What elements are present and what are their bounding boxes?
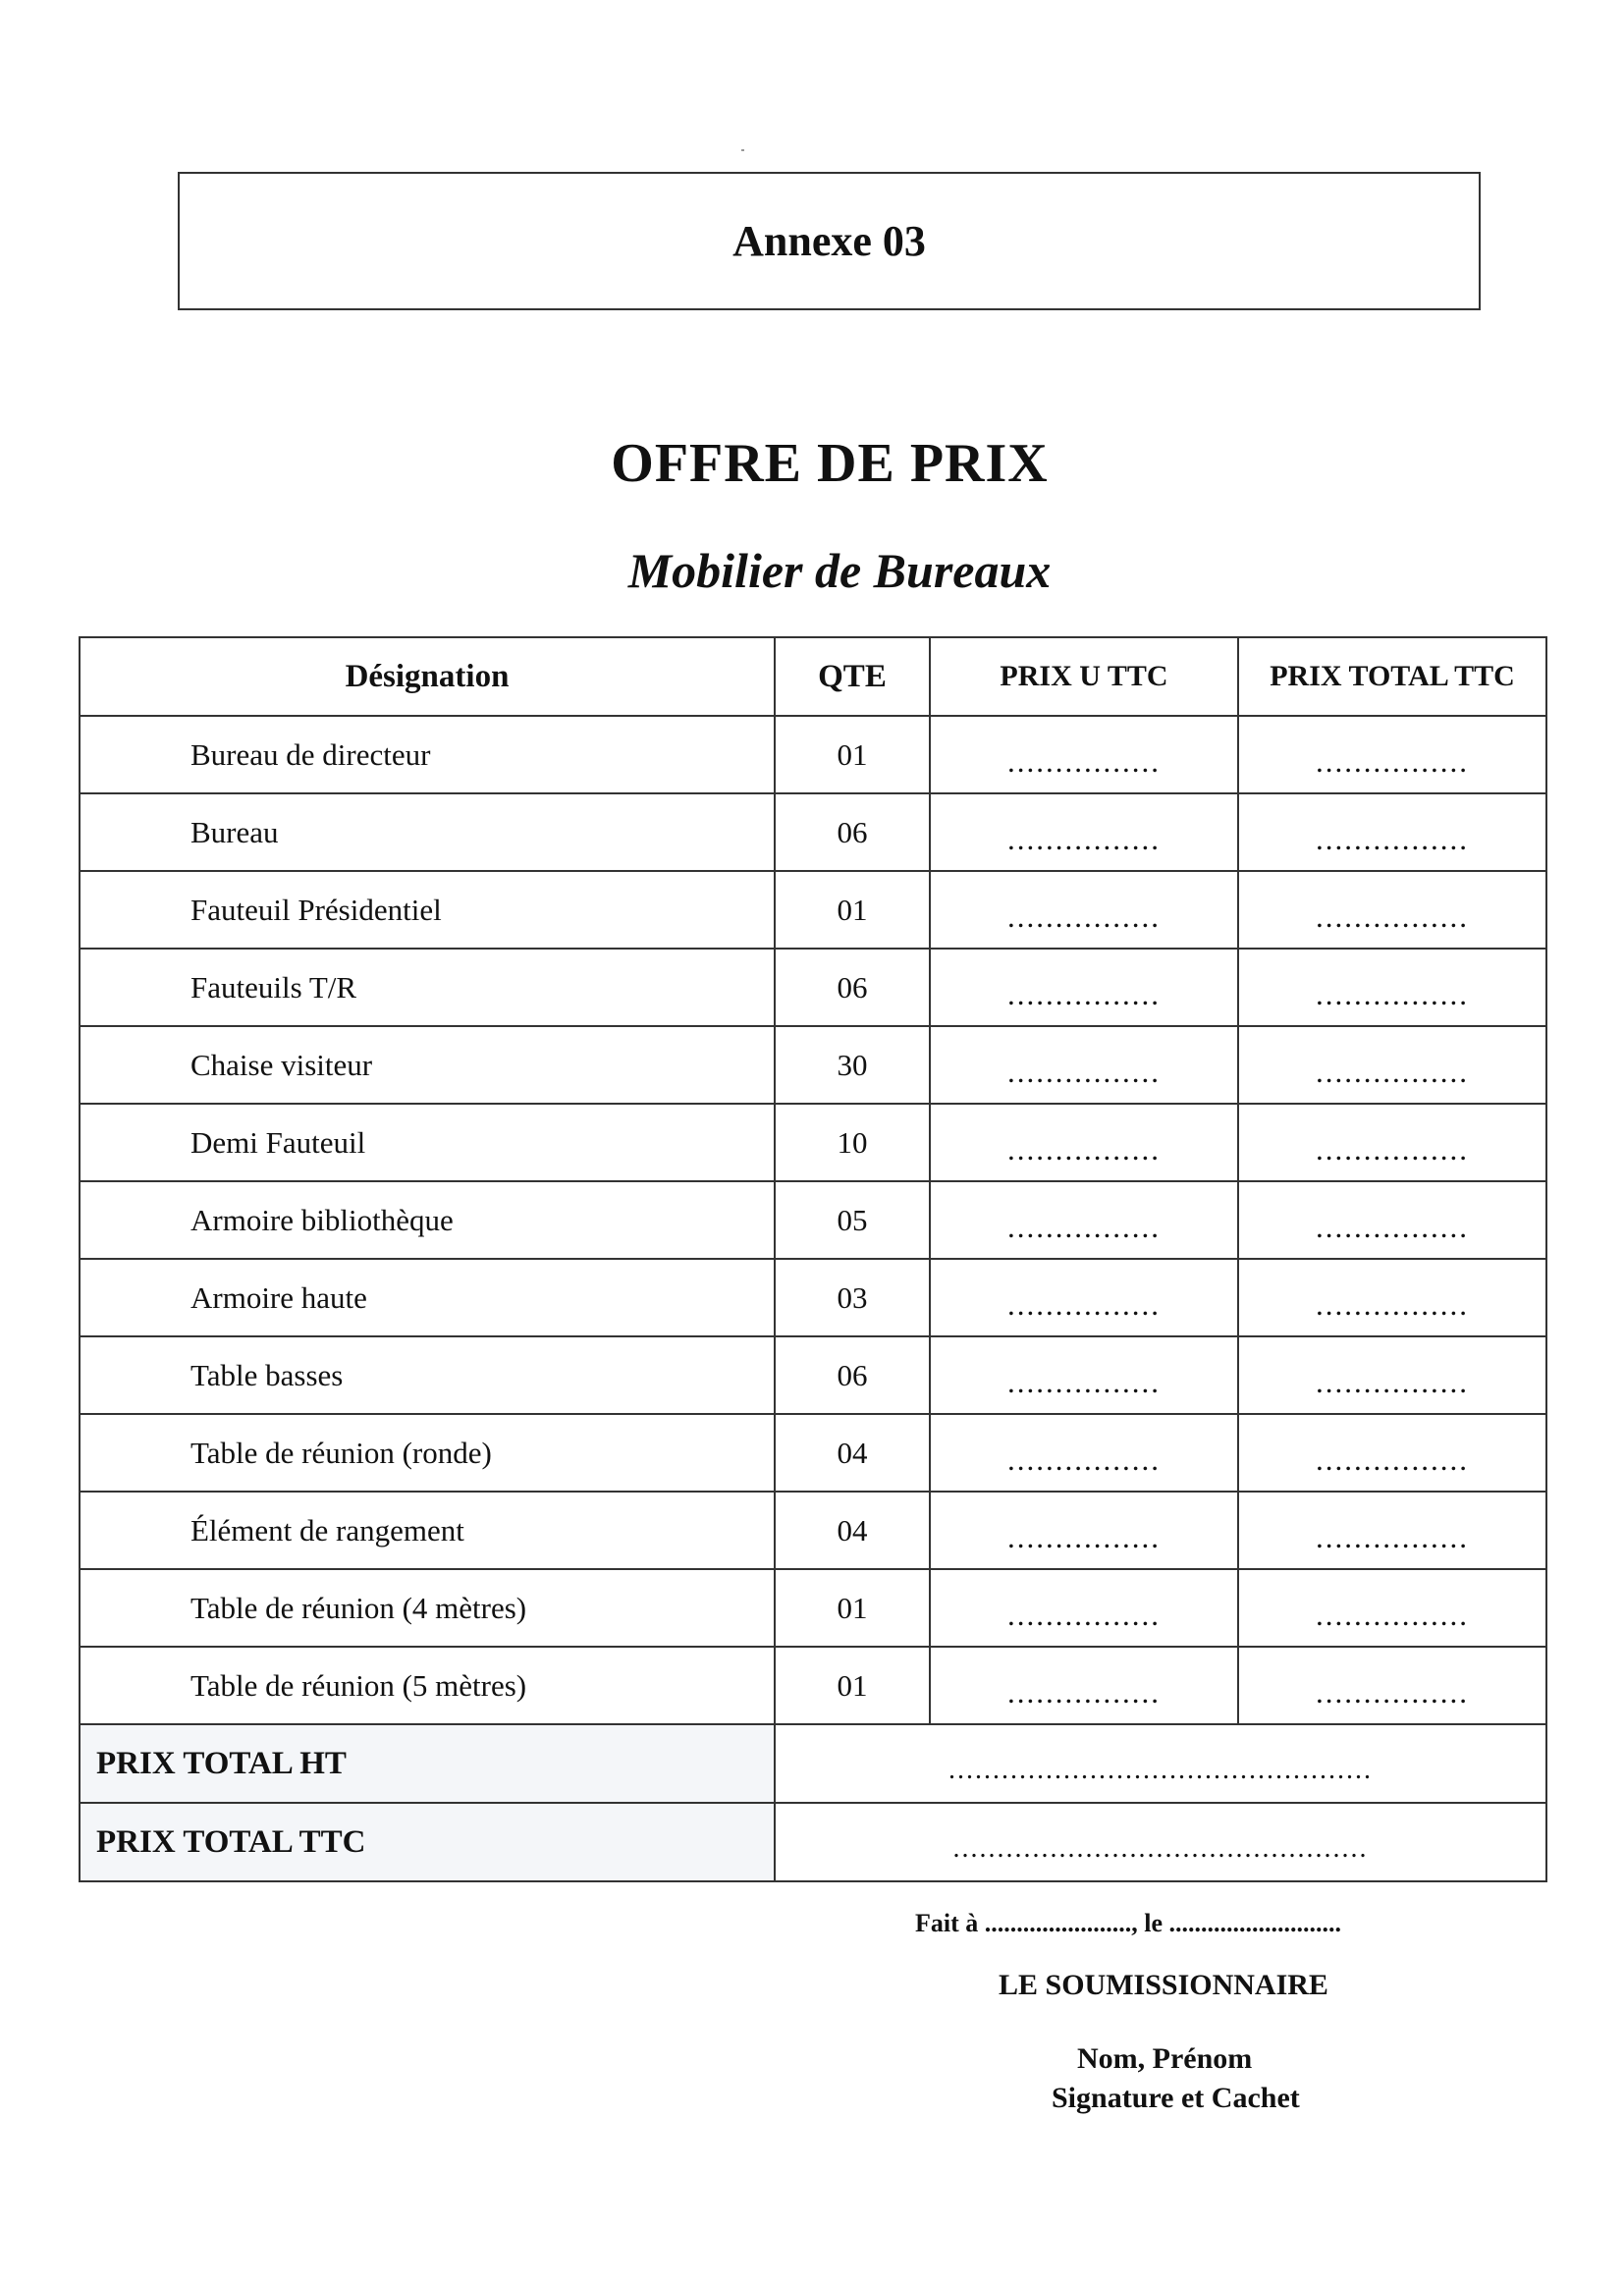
table-row [80,1414,1546,1492]
cell-designation: Fauteuil Présidentiel [80,871,775,949]
total-row [80,1724,1546,1803]
cell-prix-u: ................ [930,793,1238,871]
table-row [80,1647,1546,1724]
cell-designation: Armoire haute [80,1259,775,1336]
table-header-row [80,637,1546,716]
annexe-title: Annexe 03 [732,217,926,265]
nom-prenom-label: Nom, Prénom [1077,2042,1253,2075]
cell-designation: Table basses [80,1336,775,1414]
table-row [80,1259,1546,1336]
cell-prix-u: ................ [930,1181,1238,1259]
total-value: ............................................... [775,1803,1546,1881]
cell-prix-u: ................ [930,1569,1238,1647]
cell-prix-u: ................ [930,1026,1238,1104]
cell-designation: Table de réunion (4 mètres) [80,1569,775,1647]
soumissionnaire-label: LE SOUMISSIONNAIRE [999,1969,1328,2001]
cell-prix-u: ................ [930,1647,1238,1724]
cell-prix-total: ................ [1238,1414,1546,1492]
table-row [80,793,1546,871]
cell-designation: Bureau de directeur [80,716,775,793]
total-value: ................................................ [775,1724,1546,1803]
cell-qte: 06 [775,793,930,871]
fait-a-line: Fait à ......................., le ........................... [915,1909,1342,1937]
cell-designation: Élément de rangement [80,1492,775,1569]
annexe-box [178,172,1481,310]
cell-qte: 06 [775,1336,930,1414]
scan-speck [741,149,744,151]
signature-cachet-label: Signature et Cachet [1052,2082,1300,2114]
cell-qte: 01 [775,871,930,949]
table-row [80,949,1546,1026]
table-row [80,1181,1546,1259]
table-row [80,1336,1546,1414]
cell-qte: 01 [775,1647,930,1724]
cell-prix-u: ................ [930,1492,1238,1569]
cell-qte: 01 [775,716,930,793]
cell-qte: 03 [775,1259,930,1336]
cell-designation: Fauteuils T/R [80,949,775,1026]
cell-designation: Chaise visiteur [80,1026,775,1104]
table-row [80,1104,1546,1181]
cell-designation: Armoire bibliothèque [80,1181,775,1259]
cell-prix-total: ................ [1238,1259,1546,1336]
total-label: PRIX TOTAL HT [80,1724,775,1803]
cell-prix-total: ................ [1238,1181,1546,1259]
table-row [80,716,1546,793]
cell-prix-u: ................ [930,1336,1238,1414]
cell-designation: Table de réunion (ronde) [80,1414,775,1492]
table-row [80,871,1546,949]
cell-prix-total: ................ [1238,1492,1546,1569]
cell-designation: Table de réunion (5 mètres) [80,1647,775,1724]
price-table [79,636,1547,1882]
table-row [80,1026,1546,1104]
cell-prix-total: ................ [1238,1336,1546,1414]
cell-qte: 10 [775,1104,930,1181]
cell-prix-total: ................ [1238,1104,1546,1181]
cell-prix-total: ................ [1238,871,1546,949]
cell-prix-total: ................ [1238,793,1546,871]
header-designation: Désignation [80,637,775,716]
cell-prix-total: ................ [1238,949,1546,1026]
cell-qte: 05 [775,1181,930,1259]
page-title: OFFRE DE PRIX [611,433,1049,494]
cell-prix-total: ................ [1238,1026,1546,1104]
header-prix-total: PRIX TOTAL TTC [1238,637,1546,716]
table-row [80,1492,1546,1569]
page-subtitle: Mobilier de Bureaux [627,543,1052,598]
header-qte: QTE [775,637,930,716]
total-label: PRIX TOTAL TTC [80,1803,775,1881]
cell-qte: 06 [775,949,930,1026]
cell-prix-u: ................ [930,1259,1238,1336]
cell-prix-total: ................ [1238,1647,1546,1724]
cell-qte: 01 [775,1569,930,1647]
cell-prix-total: ................ [1238,1569,1546,1647]
table-row [80,1569,1546,1647]
cell-prix-u: ................ [930,1104,1238,1181]
cell-prix-u: ................ [930,949,1238,1026]
cell-prix-total: ................ [1238,716,1546,793]
cell-prix-u: ................ [930,871,1238,949]
cell-qte: 30 [775,1026,930,1104]
cell-prix-u: ................ [930,1414,1238,1492]
cell-qte: 04 [775,1492,930,1569]
total-row [80,1803,1546,1881]
cell-designation: Bureau [80,793,775,871]
cell-designation: Demi Fauteuil [80,1104,775,1181]
cell-qte: 04 [775,1414,930,1492]
cell-prix-u: ................ [930,716,1238,793]
header-prix-u: PRIX U TTC [930,637,1238,716]
